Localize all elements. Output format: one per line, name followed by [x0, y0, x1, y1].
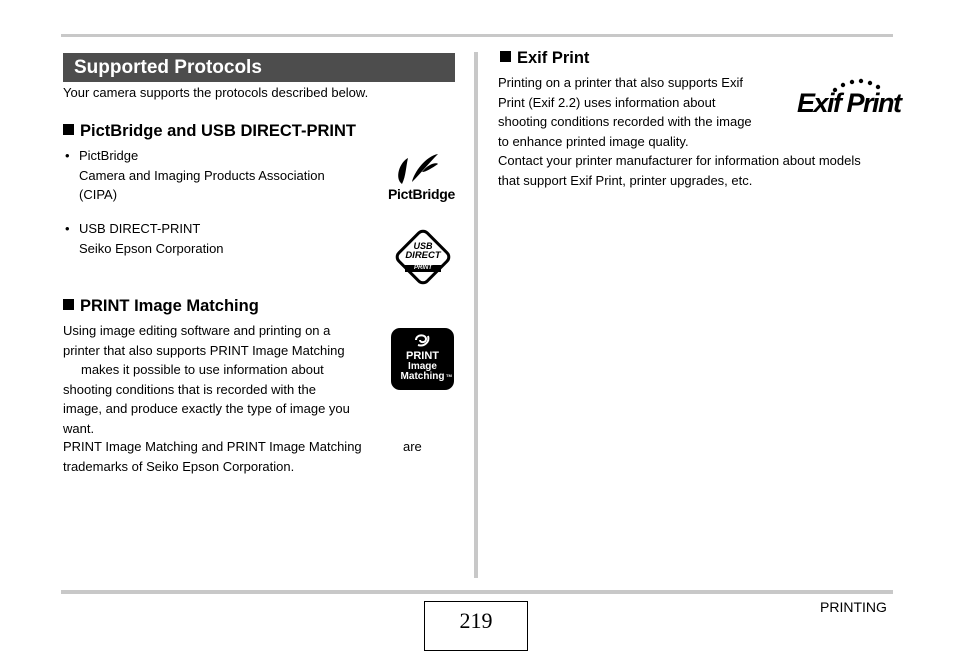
pim-trademark-1a: PRINT Image Matching and PRINT Image Matching [63, 439, 362, 454]
pim-line: want. [63, 420, 95, 436]
exif-logo-text: Exif Print [797, 88, 901, 118]
pictbridge-item [79, 146, 379, 205]
pictbridge-heading-text: PictBridge and USB DIRECT-PRINT [80, 122, 356, 140]
exif-print-logo [797, 78, 901, 122]
pim-line: Using image editing software and printing on a [63, 323, 331, 338]
square-bullet-icon [63, 299, 74, 310]
usb-logo-line1: USB [413, 241, 433, 251]
pictbridge-logo [386, 148, 456, 208]
pictbridge-logo-text: PictBridge [388, 186, 456, 202]
usb-item-name: • USB DIRECT-PRINT [79, 219, 379, 239]
exif-heading [500, 48, 589, 68]
usb-item-line2: Seiko Epson Corporation [79, 240, 224, 256]
swirl-icon [412, 332, 432, 348]
pim-logo-line3: Matching [400, 371, 445, 382]
exif-line: shooting conditions recorded with the image [498, 114, 752, 129]
exif-line: to enhance printed image quality. [498, 133, 689, 149]
pictbridge-item-line3: (CIPA) [79, 187, 118, 202]
usb-logo-line2: DIRECT [405, 250, 441, 261]
pim-line: makes it possible to use information about [81, 362, 324, 377]
exif-heading-text: Exif Print [517, 49, 590, 67]
pim-line: image, and produce exactly the type of image you [63, 401, 350, 416]
intro-text: Your camera supports the protocols described below. [63, 85, 369, 100]
exif-line: Contact your printer manufacturer for information about models [498, 153, 861, 168]
pictbridge-item-name: • PictBridge [79, 146, 379, 166]
section-title: Supported Protocols [63, 53, 455, 82]
usb-logo-line3: PRINT [414, 265, 432, 271]
pim-heading [63, 296, 259, 316]
pim-logo-line2: Image [408, 361, 437, 372]
chapter-label: PRINTING [820, 599, 887, 615]
bottom-rule [61, 590, 893, 594]
pim-heading-text: PRINT Image Matching [80, 297, 259, 315]
column-divider [474, 52, 478, 578]
exif-line: that support Exif Print, printer upgrades, etc. [498, 172, 753, 188]
usb-direct-print-logo [391, 225, 455, 289]
page-number: 219 [424, 601, 528, 651]
pim-trademark-1b: are [403, 439, 422, 454]
exif-line: Print (Exif 2.2) uses information about [498, 94, 716, 110]
pim-logo [391, 328, 454, 390]
pim-trademark-2: trademarks of Seiko Epson Corporation. [63, 459, 295, 474]
square-bullet-icon [63, 124, 74, 135]
pim-logo-line1: PRINT [406, 350, 439, 362]
square-bullet-icon [500, 51, 511, 62]
pim-line: shooting conditions that is recorded with the [63, 381, 316, 397]
top-rule [61, 34, 893, 37]
pictbridge-heading [63, 121, 356, 141]
usb-item [79, 219, 379, 258]
pictbridge-item-line2: Camera and Imaging Products Association [79, 167, 325, 183]
exif-line: Printing on a printer that also supports Exif [498, 75, 743, 90]
pim-paragraph [63, 321, 383, 438]
pim-logo-tm: TM [446, 373, 452, 378]
pim-line: printer that also supports PRINT Image Matching [63, 342, 345, 358]
